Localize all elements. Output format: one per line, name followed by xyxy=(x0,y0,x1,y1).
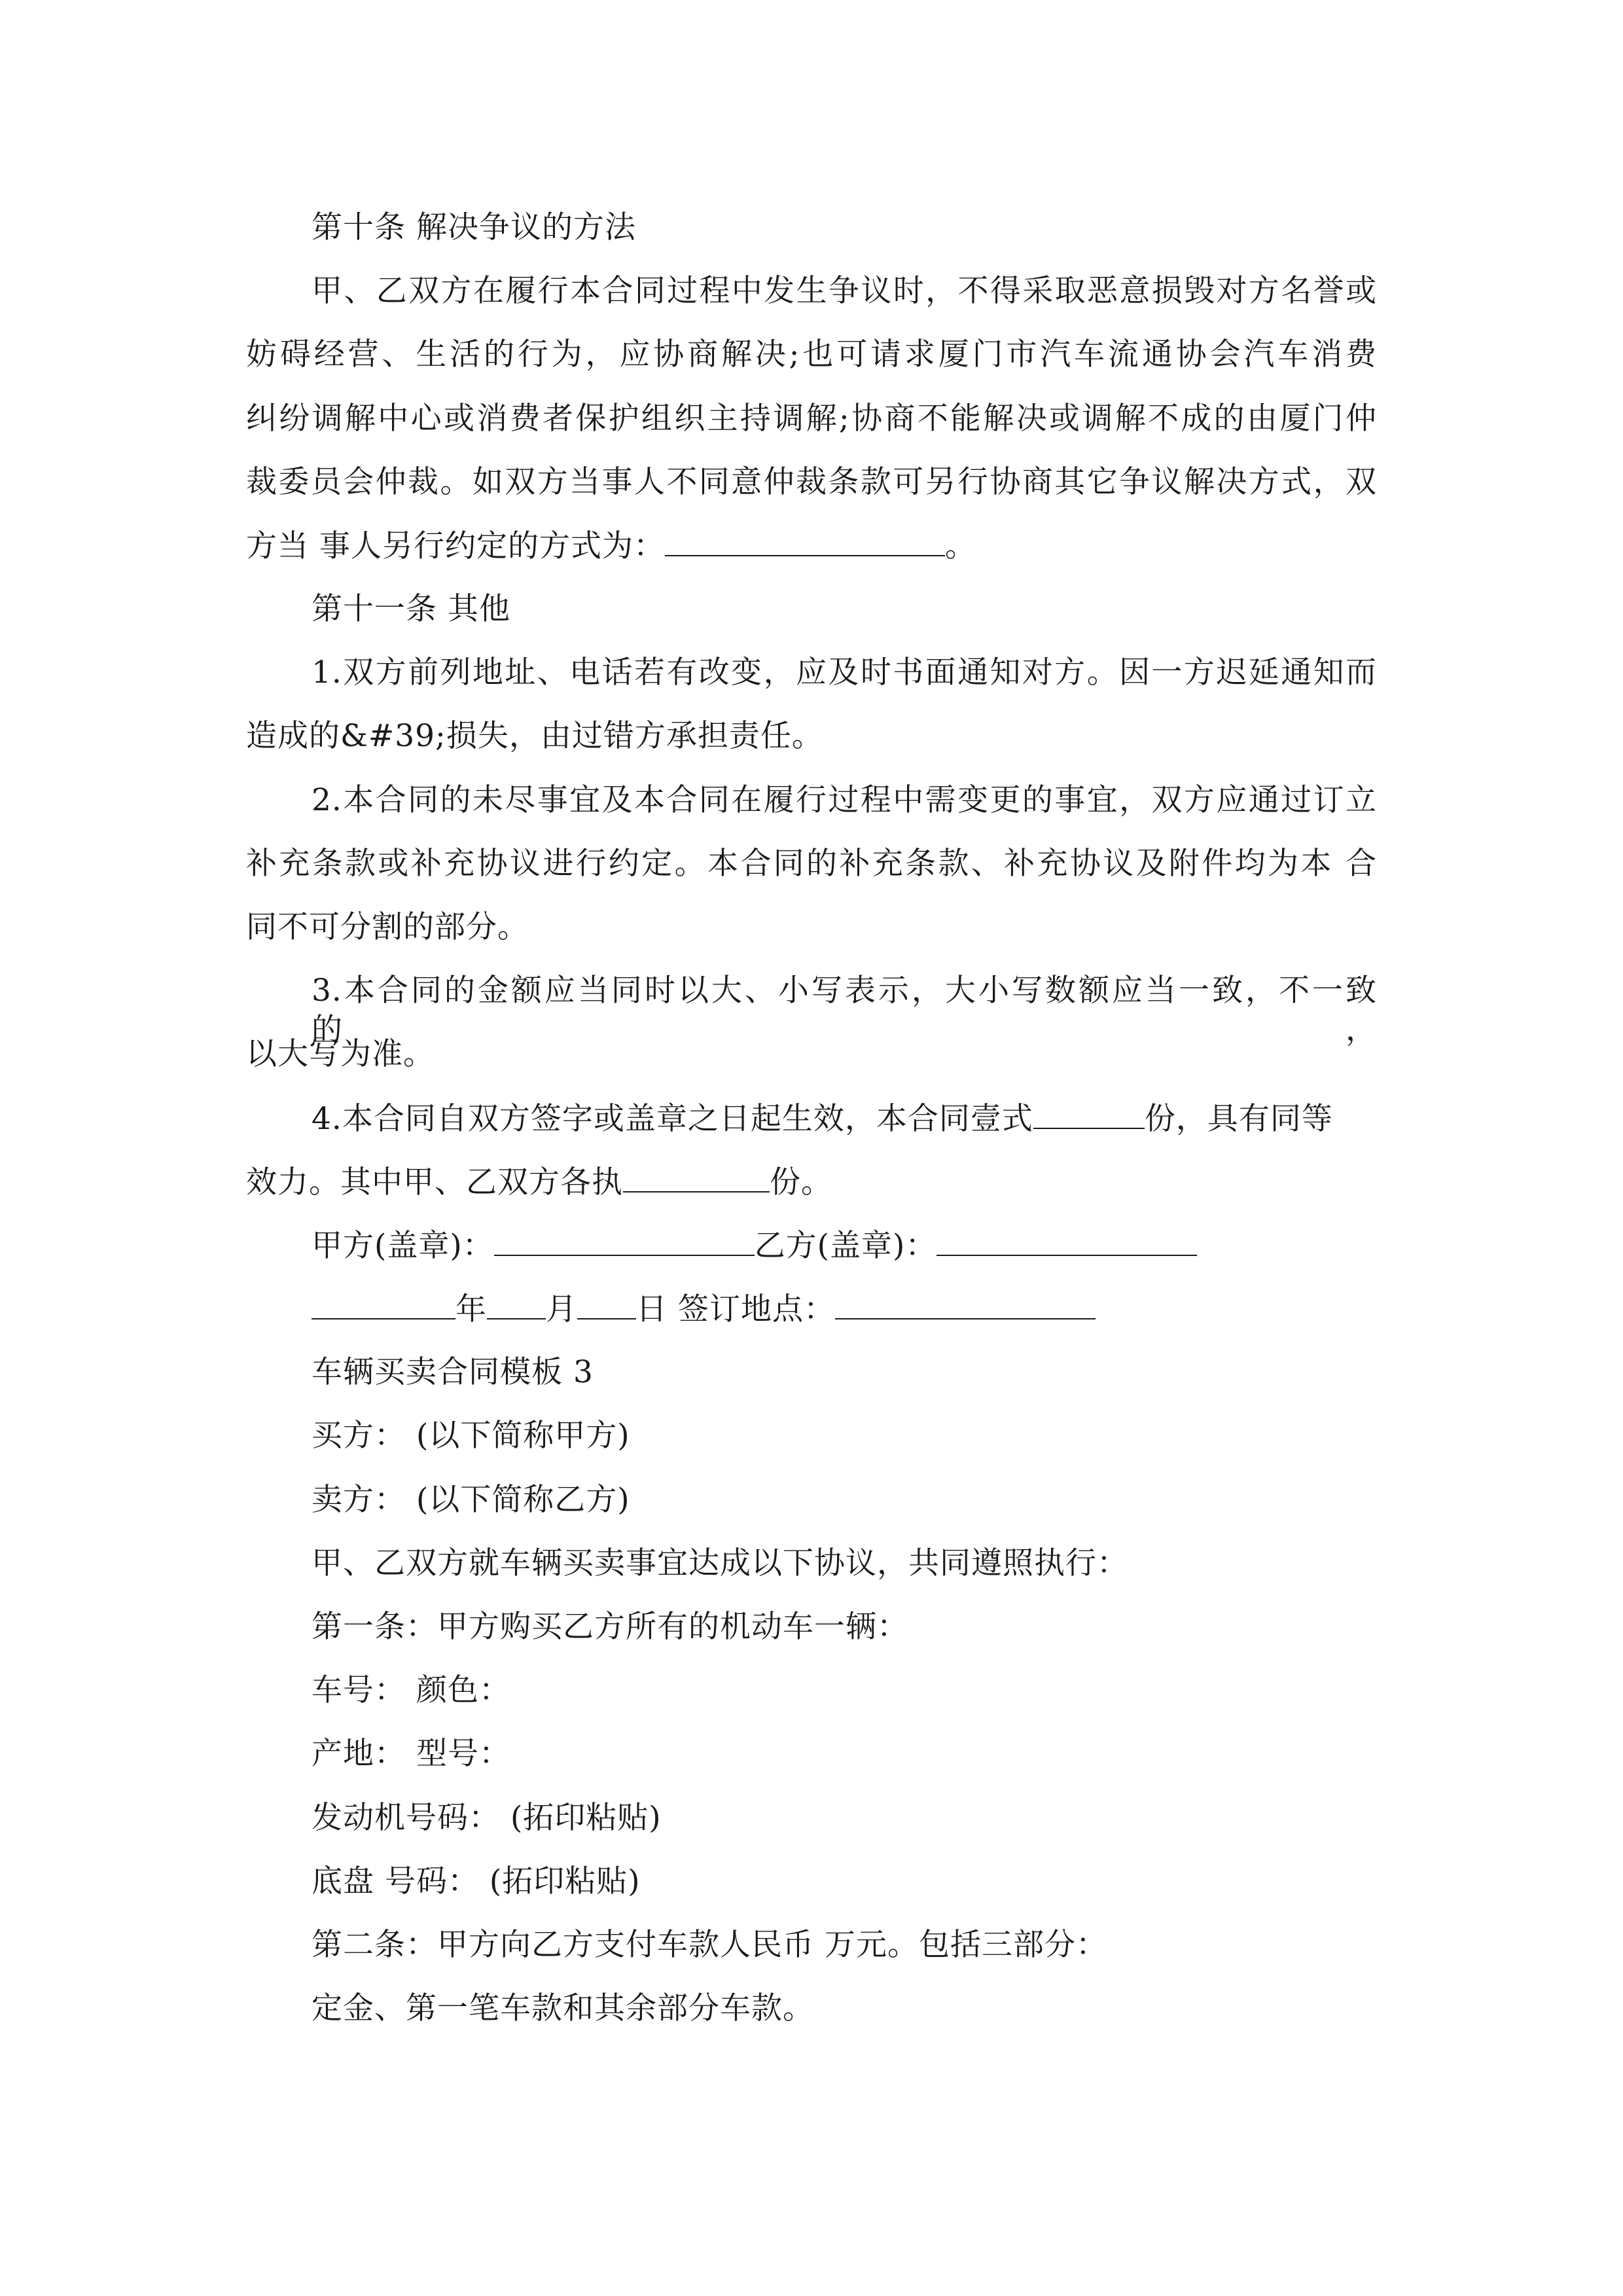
article-10-line-3: 纠纷调解中心或消费者保护组织主持调解;协商不能解决或调解不成的由厦门仲 xyxy=(246,401,1377,437)
template-3-article-1: 第一条：甲方购买乙方所有的机动车一辆： xyxy=(312,1609,908,1645)
copies-each-blank xyxy=(623,1162,770,1193)
dispute-method-blank xyxy=(665,526,945,556)
chassis-number-line: 底盘 号码： (拓印粘贴) xyxy=(312,1863,641,1899)
article-11-item-1-line-1: 1.双方前列地址、电话若有改变，应及时书面通知对方。因一方迟延通知而 xyxy=(312,655,1377,691)
year-blank xyxy=(312,1289,455,1319)
dispute-method-end: 。 xyxy=(944,528,976,564)
article-11-item-4-line-2 xyxy=(246,1162,832,1202)
article-11-item-4-line-1 xyxy=(312,1099,1333,1139)
copies-total-label: 4.本合同自双方签字或盖章之日起生效，本合同壹式 xyxy=(312,1101,1033,1137)
signing-place-blank xyxy=(835,1289,1096,1319)
seller-line: 卖方： (以下简称乙方) xyxy=(312,1482,630,1518)
article-10-line-2: 妨碍经营、生活的行为，应协商解决;也可请求厦门市汽车流通协会汽车消费 xyxy=(246,336,1377,372)
template-3-article-2-cont: 定金、第一笔车款和其余部分车款。 xyxy=(312,1990,814,2026)
party-b-seal-label: 乙方(盖章)： xyxy=(754,1228,937,1264)
article-11-item-2-line-1: 2.本合同的未尽事宜及本合同在履行过程中需变更的事宜，双方应通过订立 xyxy=(312,782,1377,818)
date-place-line xyxy=(312,1289,1096,1329)
party-a-seal-blank xyxy=(494,1226,755,1256)
article-11-item-3-line-1: 3.本合同的金额应当同时以大、小写表示，大小写数额应当一致，不一致的， xyxy=(312,973,1377,1048)
year-label: 年 xyxy=(455,1291,487,1327)
plate-color-line: 车号： 颜色： xyxy=(312,1672,510,1708)
agreement-intro: 甲、乙双方就车辆买卖事宜达成以下协议，共同遵照执行： xyxy=(312,1545,1128,1581)
copies-each-label: 效力。其中甲、乙双方各执 xyxy=(246,1164,623,1200)
article-10-line-4: 裁委员会仲裁。如双方当事人不同意仲裁条款可另行协商其它争议解决方式，双 xyxy=(246,464,1377,500)
article-10-line-1: 甲、乙双方在履行本合同过程中发生争议时，不得采取恶意损毁对方名誉或 xyxy=(312,273,1377,309)
day-blank xyxy=(577,1289,636,1319)
copies-total-blank xyxy=(1033,1099,1145,1129)
article-10-heading: 第十条 解决争议的方法 xyxy=(312,209,636,245)
dispute-method-label: 方当 事人另行约定的方式为： xyxy=(246,528,665,564)
article-11-item-3-line-2: 以大写为准。 xyxy=(246,1036,435,1072)
day-label: 日 xyxy=(636,1291,668,1327)
article-10-line-5 xyxy=(246,526,976,566)
buyer-line: 买方： (以下简称甲方) xyxy=(312,1418,630,1454)
origin-model-line: 产地： 型号： xyxy=(312,1736,510,1772)
signing-place-label: 签订地点： xyxy=(668,1291,835,1327)
template-3-article-2: 第二条：甲方向乙方支付车款人民币 万元。包括三部分： xyxy=(312,1927,1107,1963)
article-11-item-2-line-3: 同不可分割的部分。 xyxy=(246,909,529,945)
month-blank xyxy=(487,1289,546,1319)
engine-number-line: 发动机号码： (拓印粘贴) xyxy=(312,1800,662,1836)
signature-line xyxy=(312,1226,1197,1266)
party-a-seal-label: 甲方(盖章)： xyxy=(312,1228,494,1264)
article-11-item-1-line-2: 造成的&#39;损失，由过错方承担责任。 xyxy=(246,718,823,754)
article-11-heading: 第十一条 其他 xyxy=(312,591,510,627)
month-label: 月 xyxy=(546,1291,577,1327)
article-11-item-2-line-2: 补充条款或补充协议进行约定。本合同的补充条款、补充协议及附件均为本 合 xyxy=(246,846,1377,882)
template-3-title: 车辆买卖合同模板 3 xyxy=(312,1354,594,1390)
copies-total-suffix: 份，具有同等 xyxy=(1144,1101,1333,1137)
party-b-seal-blank xyxy=(936,1226,1197,1256)
copies-each-suffix: 份。 xyxy=(770,1164,832,1200)
